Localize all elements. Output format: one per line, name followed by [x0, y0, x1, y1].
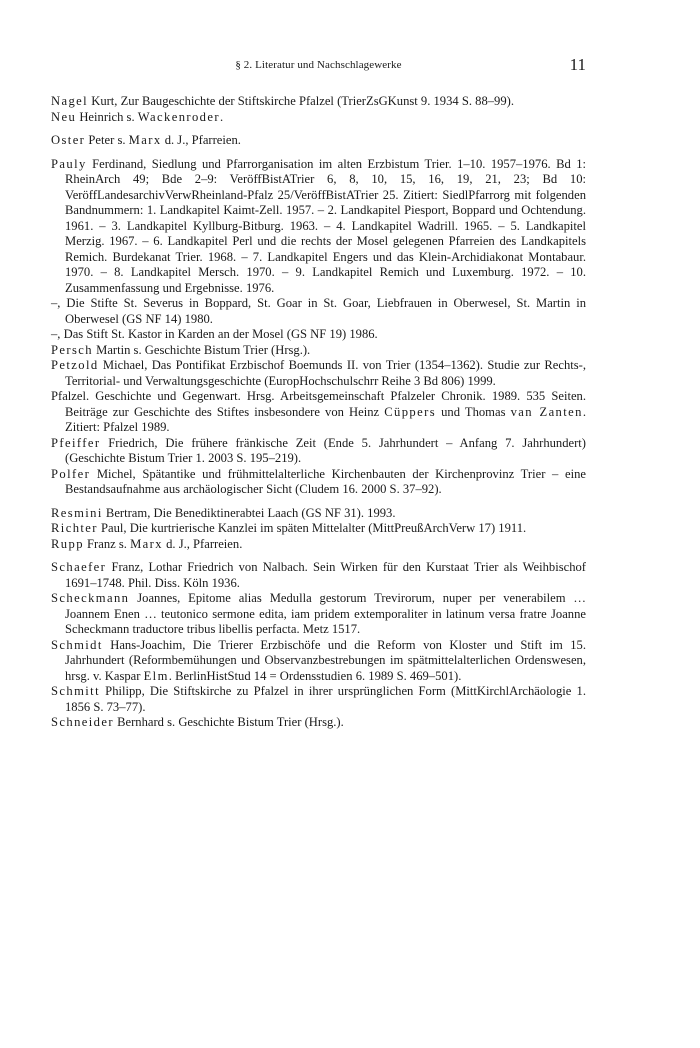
entry-text: Kurt, Zur Baugeschichte der Stiftskirche Pfalzel (TrierZsGKunst 9. 1934 S. 88–99).: [88, 94, 514, 108]
entry-author: Neu: [51, 109, 77, 124]
entry-author: Elm: [143, 668, 169, 683]
entry-author: Schmidt: [51, 637, 103, 652]
bibliography-entry: [51, 110, 586, 126]
entry-text: Franz, Lothar Friedrich von Nalbach. Sein Wirken für den Kurstaat Trier als Weihbischof 1691–1748. Phil. Diss. Köln 1936.: [65, 560, 586, 590]
bibliography-entry: [51, 506, 586, 522]
entry-text: . Zitiert: Pfalzel 1989.: [65, 404, 586, 434]
entry-text: Peter s.: [85, 133, 129, 147]
bibliography-entry: [51, 638, 586, 685]
entry-author: Petzold: [51, 358, 99, 372]
entry-text: Pfalzel. Geschichte und Gegenwart. Hrsg. Arbeitsgemeinschaft Pfalzeler Chronik. 1989. 535 Seiten. Beiträge zur Geschichte des Stiftes insbesondere von Heinz: [51, 389, 586, 419]
page-number: 11: [569, 55, 586, 74]
entry-text: Heinrich s.: [76, 109, 138, 124]
entry-author: Cüppers: [384, 404, 437, 419]
entry-text: Ferdinand, Siedlung und Pfarrorganisation im alten Erzbistum Trier. 1–10. 1957–1976. Bd 1: RheinArch 49; Bde 2–9: VeröffBistATrier 6, 8, 10, 15, 16, 19, 21, 23; Bd 10: VeröffLandesarchivVerwRheinland-Pfalz 25/VeröffBistATrier 25. Zitiert: SiedlPfarrorg mit folgenden Bandnummern: 1. Landkapitel Kaimt-Zell. 1957. – 2. Landkapitel Piesport, Boppard und Ochtendung. 1961. – 3. Landkapitel Kyllburg-Bitburg. 1963. – 4. Landkapitel Wadrill. 1965. – 5. Landkapitel Merzig. 1967. – 6. Landkapitel Perl und die rechts der Mosel gelegenen Pfarreien des Landkapitels Remich. Burdekanat Trier. 1968. – 7. Landkapitel Engers und das Klein-Archidiakonat Montabaur. 1970. – 8. Landkapitel Mersch. 1970. – 9. Landkapitel Remich und Luxemburg. 1972. – 10. Zusammenfassung und Ergebnisse. 1976.: [65, 156, 586, 295]
entry-text: Michel, Spätantike und frühmittelalterliche Kirchenbauten der Kirchenprovinz Trier – eine Bestandsaufnahme aus archäologischer Sicht (Cludem 16. 2000 S. 37–92).: [65, 466, 586, 496]
entry-author: van Zanten: [510, 404, 583, 419]
entry-text: Hans-Joachim, Die Trierer Erzbischöfe und die Reform von Kloster und Stift im 15. Jahrhundert (Reformbemühungen und Observanzbestrebungen im spätmittelalterlichen Ordenswesen, hrsg. v. Kaspar: [65, 637, 586, 683]
entry-text: Paul, Die kurtrierische Kanzlei im späten Mittelalter (MittPreußArchVerw 17) 1911.: [97, 521, 527, 535]
entry-text: . BerlinHistStud 14 = Ordensstudien 6. 1989 S. 469–501).: [168, 668, 462, 683]
bibliography-entry: [51, 715, 586, 731]
bibliography-entry: [51, 389, 586, 436]
entry-text: –, Das Stift St. Kastor in Karden an der Mosel (GS NF 19) 1986.: [51, 327, 378, 341]
bibliography-entry: [51, 591, 586, 638]
entry-author: Marx: [128, 133, 162, 147]
bibliography-entry: [51, 436, 586, 467]
entry-author: Nagel: [51, 94, 89, 108]
bibliography-entry: [51, 296, 586, 327]
entry-text: und Thomas: [436, 404, 511, 419]
entry-text: d. J., Pfarreien.: [162, 536, 243, 551]
entry-author: Polfer: [51, 466, 91, 481]
entry-text: Michael, Das Pontifikat Erzbischof Boemunds II. von Trier (1354–1362). Studie zur Rechts-, Territorial- und Verwaltungsgeschichte (EuropHochschulschrr Reihe 3 Bd 806) 1999.: [65, 358, 586, 388]
entry-author: Marx: [130, 536, 163, 551]
page-header: [51, 57, 586, 77]
entry-text: Franz s.: [83, 536, 131, 551]
bibliography-entry: [51, 327, 586, 343]
bibliography-entry: [51, 94, 586, 110]
running-head: § 2. Literatur und Nachschlagewerke: [235, 59, 402, 71]
bibliography-entry: [51, 343, 586, 359]
bibliography-list: [51, 94, 586, 731]
entry-author: Oster: [51, 133, 86, 147]
entry-author: Rupp: [51, 536, 84, 551]
bibliography-entry: [51, 560, 586, 591]
entry-text: –, Die Stifte St. Severus in Boppard, St. Goar in St. Goar, Liebfrauen in Oberwesel, St. Martin in Oberwesel (GS NF 14) 1980.: [51, 296, 586, 326]
entry-author: Richter: [51, 521, 98, 535]
entry-author: Pfeiffer: [51, 435, 101, 450]
entry-text: Joannes, Epitome alias Medulla gestorum Trevirorum, nuper per venerabilem … Joannem Enen … teutonico sermone edita, iam pridem extemporaliter in latinum versa fratre Joanne Scheckmann traductore tribus libellis perfacta. Metz 1517.: [65, 591, 586, 636]
entry-author: Schaefer: [51, 560, 107, 574]
entry-author: Schneider: [51, 715, 114, 729]
entry-author: Resmini: [51, 505, 103, 520]
bibliography-entry: [51, 358, 586, 389]
bibliography-entry: [51, 537, 586, 553]
entry-text: .: [219, 109, 224, 124]
entry-text: Friedrich, Die frühere fränkische Zeit (Ende 5. Jahrhundert – Anfang 7. Jahrhundert) (Geschichte Bistum Trier 1. 2003 S. 195–219).: [65, 435, 586, 465]
entry-text: d. J., Pfarreien.: [161, 133, 241, 147]
bibliography-entry: [51, 684, 586, 715]
entry-text: Philipp, Die Stiftskirche zu Pfalzel in ihrer ursprünglichen Form (MittKirchlArchäologie 1. 1856 S. 73–77).: [65, 684, 586, 714]
entry-author: Schmitt: [51, 684, 100, 698]
bibliography-entry: [51, 521, 586, 537]
entry-author: Wackenroder: [137, 109, 220, 124]
bibliography-entry: [51, 133, 586, 149]
entry-text: Bernhard s. Geschichte Bistum Trier (Hrsg.).: [113, 715, 344, 729]
entry-text: Bertram, Die Benediktinerabtei Laach (GS NF 31). 1993.: [102, 505, 396, 520]
entry-author: Pauly: [51, 156, 87, 171]
bibliography-entry: [51, 157, 586, 297]
entry-author: Scheckmann: [51, 591, 130, 605]
entry-text: Martin s. Geschichte Bistum Trier (Hrsg.).: [92, 342, 311, 357]
entry-author: Persch: [51, 342, 93, 357]
bibliography-entry: [51, 467, 586, 498]
